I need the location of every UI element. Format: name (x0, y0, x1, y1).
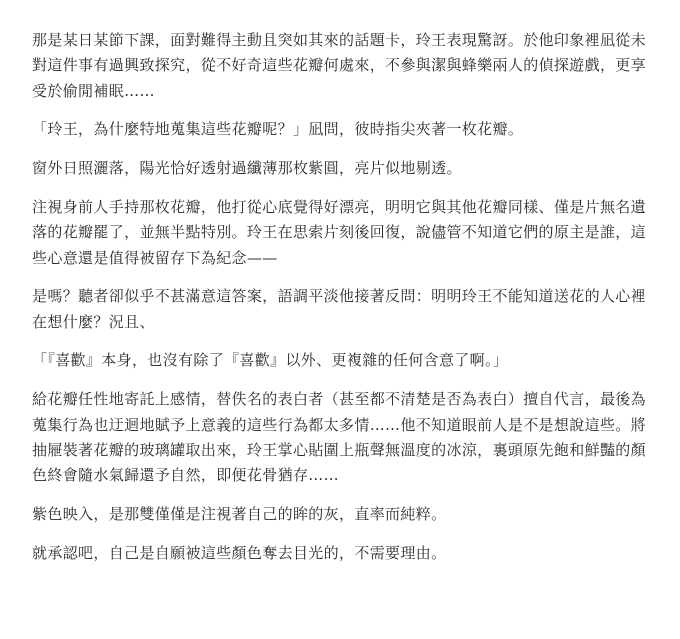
paragraph: 是嗎？聽者卻似乎不甚滿意這答案，語調平淡他接著反問：明明玲王不能知道送花的人心裡在想什麼？況且、 (32, 287, 647, 331)
paragraph: 窗外日照灑落，陽光恰好透射過纖薄那枚紫圓，亮片似地剔透。 (32, 159, 462, 178)
paragraph: 紫色映入，是那雙僅僅是注視著自己的眸的灰，直率而純粹。 (32, 504, 447, 523)
paragraph: 「玲王，為什麼特地蒐集這些花瓣呢？」凪問，彼時指尖夾著一枚花瓣。 (32, 120, 524, 139)
paragraph: 「『喜歡』本身，也沒有除了『喜歡』以外、更複雜的任何含意了啊。」 (32, 351, 509, 370)
paragraph: 注視身前人手持那枚花瓣，他打從心底覺得好漂亮，明明它與其他花瓣同樣、僅是片無名遺落的花瓣罷了，並無半點特別。玲王在思索片刻後回復，說儘管不知道它們的原主是誰，這些心意還是值得被留存下為紀念—— (32, 197, 647, 267)
paragraph: 給花瓣任性地寄託上感情，替佚名的表白者（甚至都不清楚是否為表白）擅自代言，最後為蒐集行為也迂迴地賦予上意義的這些行為都太多情……他不知道眼前人是不是想說這些。將抽屜裝著花瓣的玻璃罐取出來，玲王掌心貼圍上瓶聲無溫度的冰涼，裏頭原先飽和鮮豔的顏色終會隨水氣歸還予自然，即便花骨猶存…… (32, 390, 647, 485)
article-body (32, 28, 657, 580)
paragraph: 那是某日某節下課，面對難得主動且突如其來的話題卡，玲王表現驚訝。於他印象裡凪從未對這件事有過興致探究，從不好奇這些花瓣何處來，不參與潔與蜂樂兩人的偵探遊戲，更享受於偷閒補眠…… (32, 31, 647, 100)
paragraph: 就承認吧，自己是自願被這些顏色奪去目光的，不需要理由。 (32, 543, 447, 562)
